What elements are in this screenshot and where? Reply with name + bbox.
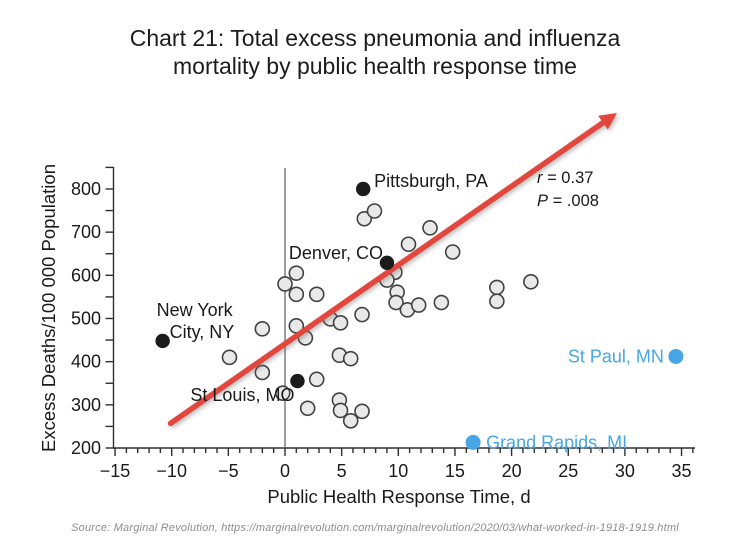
- city-label: Denver, CO: [288, 242, 383, 263]
- trend-arrow: [171, 113, 617, 423]
- city-data-point: [466, 435, 481, 450]
- data-point-open-circle: [278, 277, 292, 291]
- x-axis-label: Public Health Response Time, d: [267, 486, 531, 507]
- data-point-open-circle: [310, 287, 324, 301]
- series-labeled-cities-blue: [466, 346, 684, 452]
- data-point-open-circle: [434, 296, 448, 310]
- series-labeled-cities-black: [155, 171, 487, 405]
- chart-title-line1: Chart 21: Total excess pneumonia and influenza: [129, 25, 621, 51]
- source-citation: Source: Marginal Revolution, https://marginalrevolution.com/marginalrevolution/2020/03/what-worked-in-1918-1919.html: [71, 522, 679, 534]
- data-point-open-circle: [301, 401, 315, 415]
- city-label: St Louis, MO: [190, 385, 295, 406]
- stat-line: P = .008: [537, 192, 599, 210]
- data-point-open-circle: [412, 298, 426, 312]
- city-label: Grand Rapids, MI: [486, 432, 628, 453]
- city-label: City, NY: [169, 321, 235, 342]
- y-tick-label: 400: [70, 351, 101, 372]
- data-point-open-circle: [401, 237, 415, 251]
- city-label: Pittsburgh, PA: [374, 170, 488, 191]
- x-tick-label: −5: [218, 461, 239, 481]
- city-label: St Paul, MN: [567, 346, 664, 367]
- correlation-stats: [537, 169, 599, 210]
- y-axis-label: Excess Deaths/100 000 Population: [38, 164, 59, 452]
- data-point-open-circle: [289, 266, 303, 280]
- data-point-open-circle: [355, 404, 369, 418]
- y-tick-label: 800: [70, 178, 101, 199]
- city-data-point: [155, 334, 169, 348]
- data-point-open-circle: [310, 372, 324, 386]
- data-point-open-circle: [490, 294, 504, 308]
- y-tick-label: 500: [70, 308, 101, 329]
- chart-title-line2: mortality by public health response time: [173, 53, 577, 79]
- data-point-open-circle: [289, 287, 303, 301]
- data-point-open-circle: [355, 308, 369, 322]
- data-point-open-circle: [344, 352, 358, 366]
- data-point-open-circle: [344, 414, 358, 428]
- x-tick-label: −10: [156, 461, 187, 481]
- data-point-open-circle: [255, 322, 269, 336]
- data-point-open-circle: [446, 245, 460, 259]
- data-point-open-circle: [524, 275, 538, 289]
- x-tick-label: 10: [388, 461, 409, 481]
- data-point-open-circle: [222, 350, 236, 364]
- x-tick-label: 25: [558, 461, 579, 481]
- city-data-point: [668, 349, 683, 364]
- x-tick-label: 30: [614, 461, 635, 481]
- x-tick-label: 0: [279, 461, 291, 481]
- x-tick-label: 15: [444, 461, 465, 481]
- city-data-point: [356, 182, 370, 196]
- y-tick-label: 700: [70, 222, 101, 243]
- city-label: New York: [156, 299, 233, 320]
- x-tick-label: 35: [671, 461, 692, 481]
- x-tick-label: 5: [336, 461, 347, 481]
- x-tick-label: −15: [99, 461, 131, 481]
- data-point-open-circle: [490, 280, 504, 294]
- data-point-open-circle: [255, 365, 269, 379]
- trend-line: [171, 122, 605, 424]
- data-point-open-circle: [423, 221, 437, 235]
- y-tick-label: 200: [70, 438, 101, 458]
- y-tick-label: 600: [70, 265, 101, 286]
- stat-line: r = 0.37: [537, 169, 594, 187]
- data-point-open-circle: [368, 204, 382, 218]
- y-tick-label: 300: [70, 394, 101, 415]
- data-point-open-circle: [334, 316, 348, 330]
- x-tick-label: 20: [501, 461, 522, 481]
